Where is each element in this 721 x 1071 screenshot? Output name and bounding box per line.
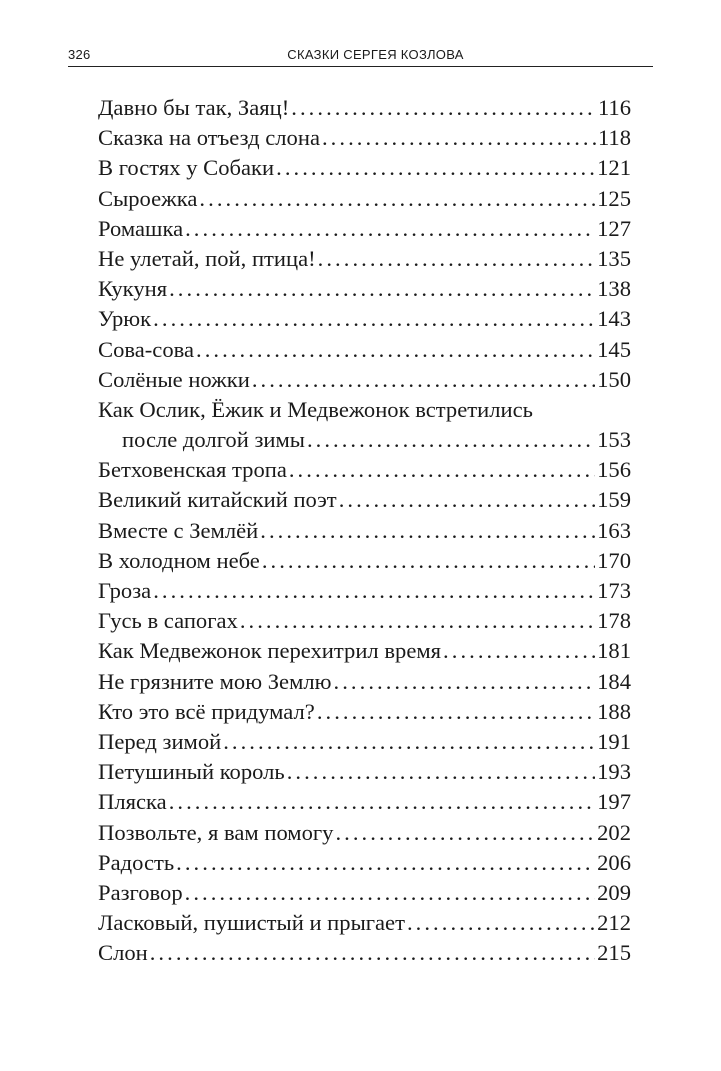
toc-entry-page: 184 <box>597 668 631 694</box>
toc-entry <box>98 485 631 515</box>
toc-entry-title: В гостях у Собаки <box>98 155 275 181</box>
toc-entry <box>98 365 631 395</box>
toc-entry-page: 118 <box>597 125 631 151</box>
toc-entry-title: Бетховенская тропа <box>98 457 287 483</box>
toc-entry-title: Вместе с Землёй <box>98 517 259 543</box>
dot-leader <box>317 697 595 727</box>
page-number: 326 <box>68 47 91 62</box>
toc-entry <box>98 546 631 576</box>
toc-entry-title: Сыроежка <box>98 185 198 211</box>
dot-leader <box>443 636 595 666</box>
toc-entry-page: 215 <box>597 940 631 966</box>
toc-entry-page: 191 <box>597 728 631 754</box>
dot-leader <box>176 848 595 878</box>
toc-entry-page: 212 <box>597 910 631 936</box>
toc-entry-page: 138 <box>597 276 631 302</box>
toc-entry-title: Сова-сова <box>98 336 195 362</box>
dot-leader <box>153 304 595 334</box>
toc-entry-title: Кукуня <box>98 276 168 302</box>
toc-entry-page: 181 <box>597 638 631 664</box>
toc-entry-page: 159 <box>597 487 631 513</box>
toc-entry <box>98 636 631 666</box>
dot-leader <box>150 938 595 968</box>
toc-entry <box>98 938 631 968</box>
toc-entry <box>98 516 631 546</box>
toc-entry-title: Урюк <box>98 306 152 332</box>
toc-entry-title: после долгой зимы <box>122 427 305 453</box>
toc-entry <box>98 335 631 365</box>
toc-entry-page: 145 <box>597 336 631 362</box>
toc-entry-title: Гроза <box>98 578 152 603</box>
dot-leader <box>252 365 595 395</box>
toc-entry-title: Петушиный король <box>98 759 285 785</box>
toc-entry-title: Радость <box>98 849 175 875</box>
dot-leader <box>289 455 595 485</box>
dot-leader <box>276 153 595 183</box>
toc-entry-page: 156 <box>597 457 631 483</box>
toc-entry-title: Перед зимой <box>98 728 222 754</box>
dot-leader <box>199 184 595 214</box>
toc-entry <box>98 667 631 697</box>
toc-entry <box>98 395 631 425</box>
toc-entry <box>98 818 631 848</box>
toc-entry-page: 135 <box>597 245 631 271</box>
toc-entry <box>98 153 631 183</box>
dot-leader <box>262 546 595 576</box>
toc-entry <box>98 304 631 334</box>
dot-leader <box>169 787 595 817</box>
toc-entry <box>98 274 631 304</box>
toc-entry <box>98 455 631 485</box>
toc-entry-page: 209 <box>597 879 631 905</box>
toc-entry-title: Давно бы так, Заяц! <box>98 95 290 120</box>
dot-leader <box>287 757 595 787</box>
toc-entry-title: В холодном небе <box>98 547 260 573</box>
toc-entry <box>98 576 631 606</box>
toc-entry <box>98 878 631 908</box>
toc-entry-page: 143 <box>597 306 631 332</box>
dot-leader <box>322 123 596 153</box>
toc-entry-title: Ромашка <box>98 215 184 241</box>
dot-leader <box>196 335 595 365</box>
dot-leader <box>223 727 595 757</box>
toc-entry-title: Слон <box>98 940 148 966</box>
toc-entry-title: Как Ослик, Ёжик и Медвежонок встретились <box>98 396 533 422</box>
table-of-contents <box>98 93 631 968</box>
dot-leader <box>318 244 595 274</box>
toc-entry-title: Ласковый, пушистый и прыгает <box>98 910 405 936</box>
toc-entry <box>98 697 631 727</box>
toc-entry-title: Позвольте, я вам помогу <box>98 819 334 845</box>
toc-entry <box>98 425 631 455</box>
toc-entry-page: 193 <box>597 759 631 785</box>
dot-leader <box>185 214 595 244</box>
dot-leader <box>307 425 595 455</box>
toc-entry-page: 170 <box>597 547 631 573</box>
book-title: СКАЗКИ СЕРГЕЯ КОЗЛОВА <box>287 47 464 62</box>
toc-entry <box>98 848 631 878</box>
toc-entry <box>98 214 631 244</box>
toc-entry-page: 173 <box>597 578 631 603</box>
toc-entry-title: Гусь в сапогах <box>98 608 238 634</box>
toc-entry-title: Разговор <box>98 879 183 905</box>
toc-entry-page: 127 <box>597 215 631 241</box>
dot-leader <box>335 818 595 848</box>
dot-leader <box>153 576 595 606</box>
dot-leader <box>185 878 595 908</box>
toc-entry-title: Сказка на отъезд слона <box>98 125 320 151</box>
toc-entry-title: Великий китайский поэт <box>98 487 337 513</box>
running-head <box>68 44 653 67</box>
dot-leader <box>407 908 595 938</box>
toc-entry <box>98 787 631 817</box>
toc-entry-title: Кто это всё придумал? <box>98 698 315 724</box>
dot-leader <box>260 516 595 546</box>
toc-entry <box>98 123 631 153</box>
toc-entry-page: 202 <box>597 819 631 845</box>
toc-entry-page: 206 <box>597 849 631 875</box>
toc-entry-page: 197 <box>597 789 631 815</box>
toc-entry-title: Пляска <box>98 789 167 815</box>
dot-leader <box>240 606 595 636</box>
toc-entry-page: 153 <box>597 427 631 453</box>
toc-entry <box>98 93 631 123</box>
dot-leader <box>169 274 595 304</box>
toc-entry <box>98 757 631 787</box>
toc-entry <box>98 908 631 938</box>
toc-entry-title: Солёные ножки <box>98 366 250 392</box>
toc-entry <box>98 244 631 274</box>
toc-entry-page: 116 <box>597 95 631 120</box>
toc-entry-page: 150 <box>597 366 631 392</box>
toc-entry-page: 163 <box>597 517 631 543</box>
dot-leader <box>334 667 596 697</box>
toc-entry-page: 188 <box>597 698 631 724</box>
toc-entry <box>98 727 631 757</box>
toc-entry <box>98 606 631 636</box>
dot-leader <box>291 93 596 123</box>
toc-entry-page: 121 <box>597 155 631 181</box>
dot-leader <box>339 485 595 515</box>
toc-entry-page: 125 <box>597 185 631 211</box>
toc-entry-title: Не грязните мою Землю <box>98 668 332 694</box>
toc-entry-page: 178 <box>597 608 631 634</box>
toc-entry <box>98 184 631 214</box>
toc-entry-title: Как Медвежонок перехитрил время <box>98 638 442 664</box>
toc-entry-title: Не улетай, пой, птица! <box>98 245 316 271</box>
